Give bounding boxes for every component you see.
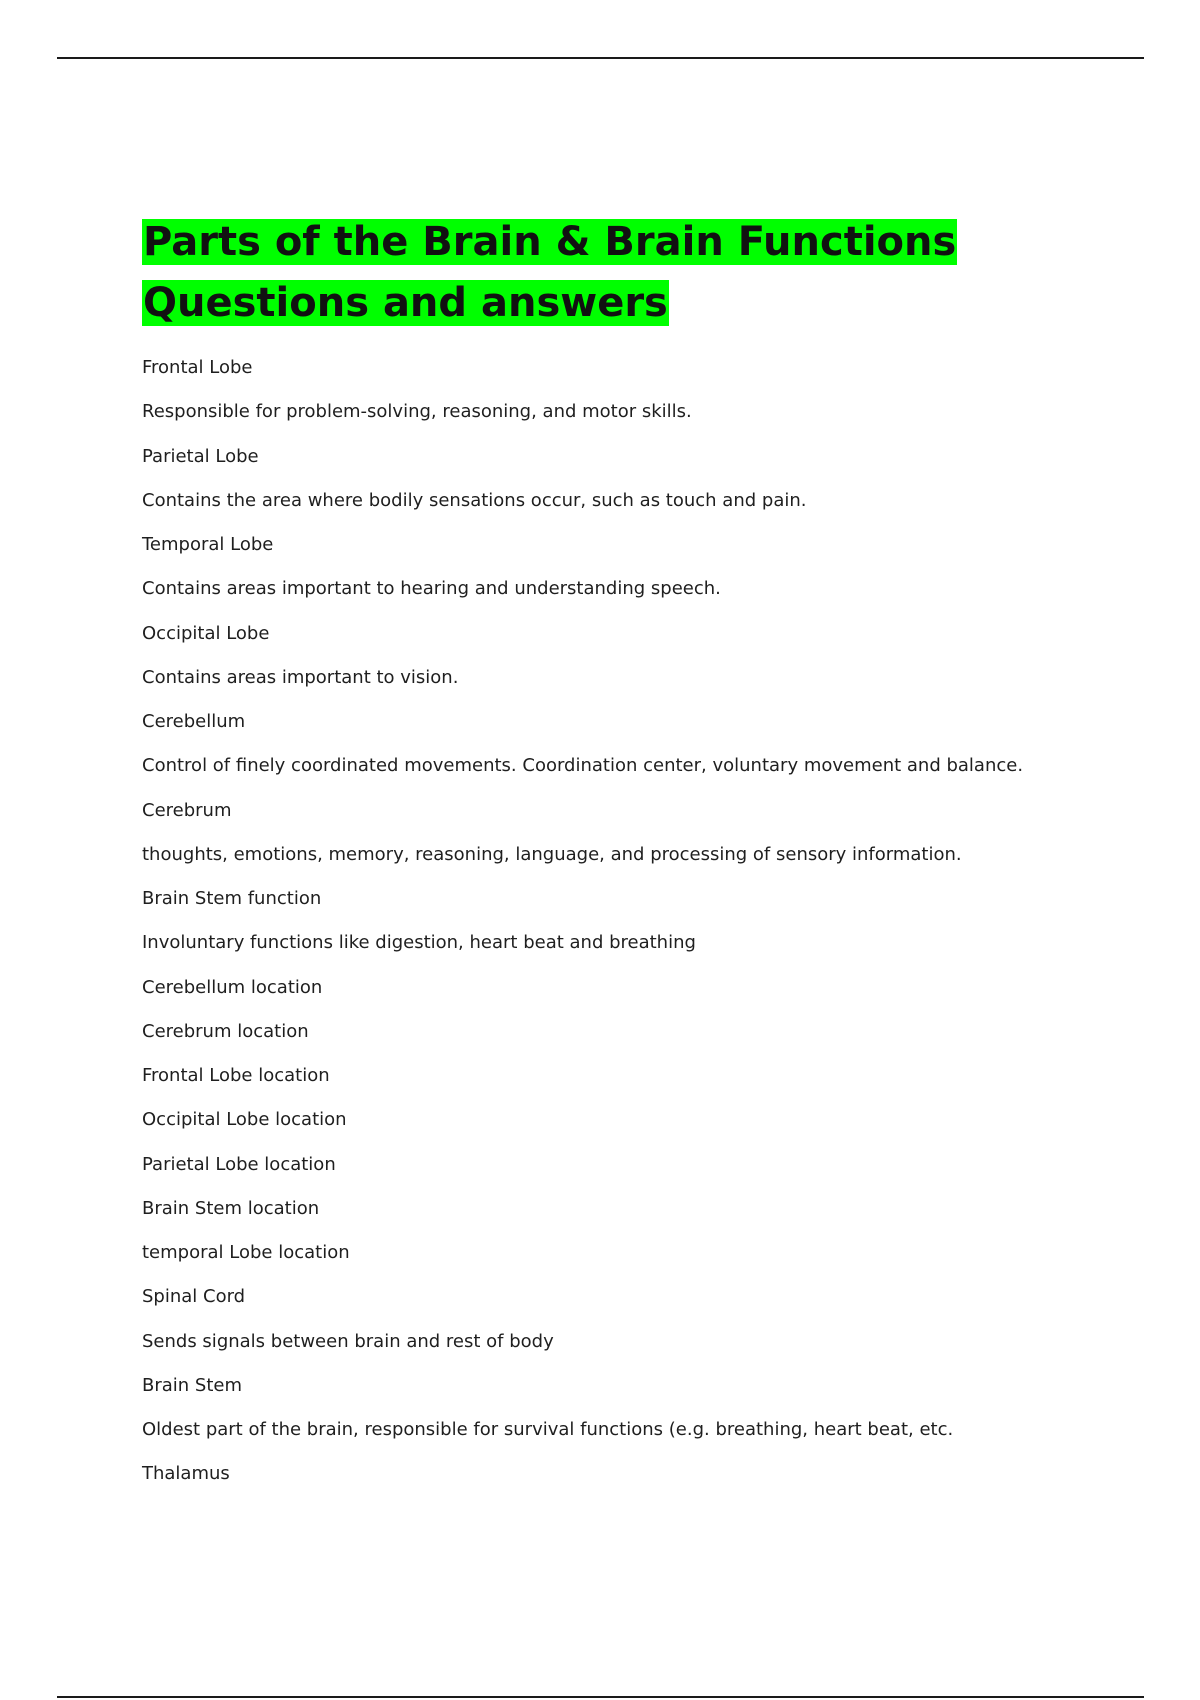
entry-line: Frontal Lobe (142, 357, 253, 378)
entry-line: Contains the area where bodily sensations occur, such as touch and pain. (142, 489, 807, 511)
entry-line: Brain Stem function (142, 888, 322, 909)
entry-line: Sends signals between brain and rest of body (142, 1330, 554, 1352)
entry-line: Cerebellum location (142, 976, 323, 998)
title-highlight: Parts of the Brain & Brain Functions Questions and answers (143, 219, 957, 326)
entry-line: Thalamus (142, 1463, 230, 1485)
entry-line: Occipital Lobe (142, 622, 270, 644)
entry-line: Contains areas important to hearing and understanding speech. (142, 578, 721, 600)
entry-line: Temporal Lobe (142, 534, 274, 555)
entry-line: temporal Lobe location (142, 1242, 350, 1263)
entry-line: Contains areas important to vision. (142, 666, 459, 688)
entry-line: Frontal Lobe location (142, 1065, 330, 1086)
entry-line: Parietal Lobe location (142, 1153, 336, 1175)
bottom-rule (57, 1696, 1144, 1698)
entry-list (142, 356, 1142, 1507)
entry-line: Cerebrum location (142, 1020, 309, 1042)
top-rule (57, 57, 1144, 59)
entry-line: Cerebrum (142, 799, 232, 821)
entry-line: thoughts, emotions, memory, reasoning, language, and processing of sensory information. (142, 843, 962, 865)
entry-line: Control of finely coordinated movements. Coordination center, voluntary movement and balance. (142, 755, 1024, 777)
entry-line: Parietal Lobe (142, 445, 259, 467)
entry-line: Occipital Lobe location (142, 1109, 347, 1131)
document-title (142, 212, 1082, 334)
entry-line: Oldest part of the brain, responsible for survival functions (e.g. breathing, heart beat, etc. (142, 1419, 954, 1440)
entry-line: Brain Stem location (142, 1197, 320, 1219)
entry-line: Involuntary functions like digestion, heart beat and breathing (142, 932, 696, 954)
entry-line: Cerebellum (142, 711, 246, 732)
entry-line: Spinal Cord (142, 1286, 246, 1308)
entry-line: Brain Stem (142, 1374, 243, 1396)
entry-line: Responsible for problem-solving, reasoning, and motor skills. (142, 401, 692, 423)
